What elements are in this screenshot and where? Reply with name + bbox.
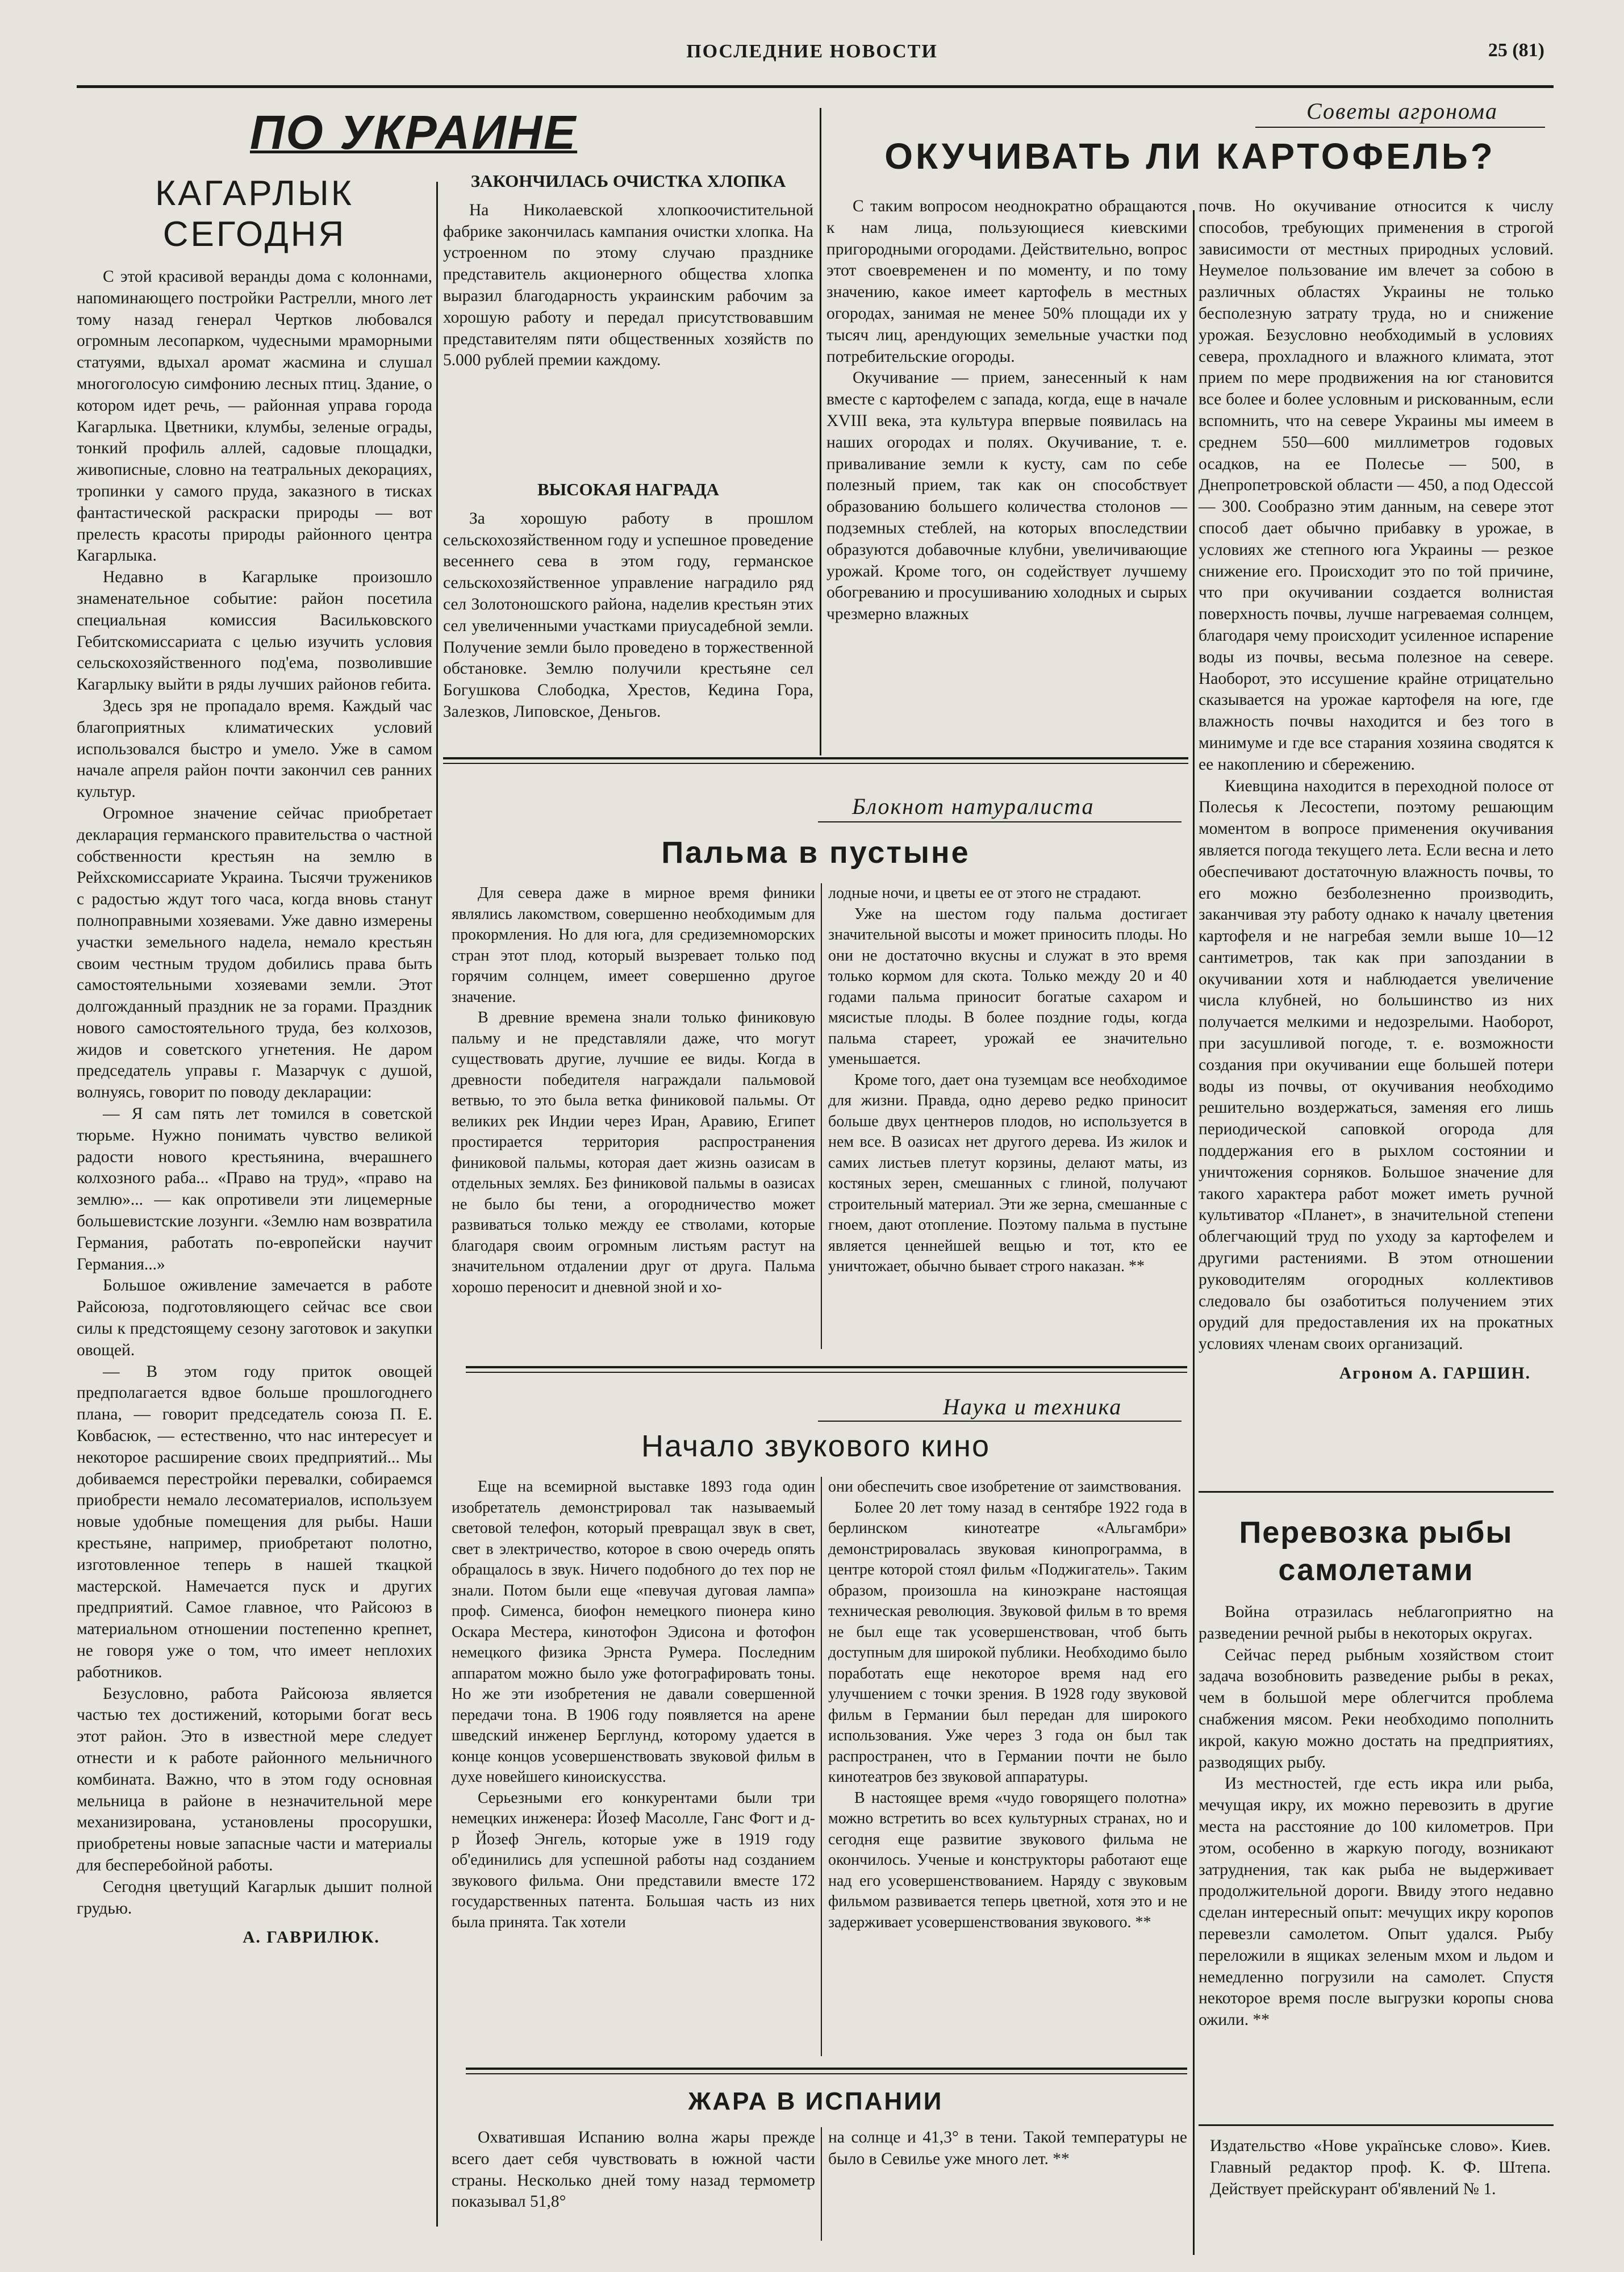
paragraph: — В этом году приток овощей предполагается вдвое больше прошлогоднего плана, — говорит председатель союза П. Е. Ковбасюк, — естественно, что нас интересует и некоторое расширение своих предприятий... Мы добиваемся перестройки перевалки, собираемся приобрести немало лесоматериалов, используем новые удобные помещения для рыбы. Наши крестьяне, например, приобретают полотно, изготовленное теперь в нашей ткацкой мастерской. Намечается пуск и других предприятий. Самое главное, что Райсоюз в материальном отношении постепенно крепнет, не говоря уже о том, что имеет неплохих работников. (77, 1362, 432, 1681)
imprint-rule (1199, 2124, 1554, 2126)
paragraph: Война отразилась неблагоприятно на разведении речной рыбы в некоторых округах. (1199, 1603, 1554, 1643)
column-rule-2 (820, 108, 821, 755)
article-cotton (443, 170, 813, 371)
paragraph: Еще на всемирной выставке 1893 года один изобретатель демонстрировал так называемый световой телефон, который превращал звук в свет, свет в электричество, которое в свою очередь опять обращалось в звук. Ничего подобного до тех пор не знали. Потом были еще «певучая дуговая лампа» проф. Сименса, биофон немецкого пионера кино Оскара Местера, кинотофон Эдисона и фотофон немецкого физика Эрнста Румера. Последним аппаратом можно было уже фотографировать тоны. Но же эти изобретения не давали совершенной передачи тона. В 1906 году появляется на арене шведский инженер Берглунд, которому удается в конце концов усовершенствовать звуковой фильм в духе новейшего киноискусства. (452, 1478, 815, 1786)
article-title: ВЫСОКАЯ НАГРАДА (537, 479, 719, 499)
article-potato-col1 (826, 196, 1187, 625)
section-rule (466, 1366, 1187, 1368)
paragraph: лодные ночи, и цветы ее от этого не страдают. (828, 884, 1142, 902)
article-title-potato: ОКУЧИВАТЬ ЛИ КАРТОФЕЛЬ? (884, 136, 1496, 177)
article-potato-col2 (1199, 196, 1554, 1385)
paragraph: Для севера даже в мирное время финики являлись лакомством, совершенно необходимым для прокормления. Но для юга, для средиземноморских стран этот плод, который вызревает только под горячим солнцем, имеет совершенно другое значение. (452, 884, 815, 1006)
paragraph: За хорошую работу в прошлом сельскохозяйственном году и успешное проведение весеннего сева в этом году, германское сельскохозяйственное управление наградило ряд сел Золотоношского района, наделив крестьян этих сел увеличенными участками приусадебной земли. Получение земли было проведено в торжественной обстановке. Землю получили крестьяне сел Богушкова Слободка, Хрестов, Кедина Гора, Залезков, Липовское, Деньгов. (443, 509, 813, 721)
rubric-underline (818, 1421, 1182, 1422)
rubric-underline (1255, 127, 1545, 128)
column-rule-3 (1193, 210, 1195, 2255)
paragraph: В настоящее время «чудо говорящего полотна» можно встретить во всех культурных странах, но и сегодня еще развитие звукового фильма не окончилось. Ученые и конструкторы работают еще над его усовершенствованием. Наряду с звуковым фильмом развивается теперь цветной, хотя это и не задерживает усовершенствования звукового. ** (828, 1789, 1187, 1931)
article-title-cinema: Начало звукового кино (641, 1429, 990, 1463)
paragraph: Из местностей, где есть икра или рыба, мечущая икру, их можно перевозить в другие места на расстояние до 100 километров. При этом, особенно в жаркую погоду, возникают затруднения, так как рыба не выдерживает продолжительной дороги. Ввиду этого недавно сделан интересный опыт: мечущих икру коропов перевезли самолетом. Опыт удался. Рыбу переложили в ящиках зеленым мхом и льдом и немедленно погрузили на самолет. Спустя некоторое время после выгрузки коропы снова ожили. ** (1199, 1774, 1554, 2029)
rubric-underline (818, 821, 1182, 822)
column-rule-1 (436, 182, 438, 2227)
paragraph: Безусловно, работа Райсоюза является частью тех достижений, которыми богат весь этот район. Это в известной мере следует отнести и к работе районного мельничного комбината. Важно, что в этом году основная мельница в районе в незначительной мере механизирована, установлены просорушки, приобретены новые запасные части и материалы для бесперебойной работы. (77, 1684, 432, 1874)
column-rule-cinema (821, 1477, 822, 2056)
section-rule (466, 1372, 1187, 1373)
article-palm-col2 (828, 883, 1187, 1277)
article-award (443, 479, 813, 723)
section-rule (1199, 1491, 1554, 1493)
article-title-fish: Перевозка рыбы самолетами (1239, 1515, 1513, 1587)
section-rule (443, 757, 1188, 759)
paragraph: В древние времена знали только финиковую пальму и не представляли даже, что могут существовать другие, лучшие ее виды. Когда в древности победителя награждали пальмовой ветвью, то это была ветка финиковой пальмы. От великих рек Индии через Иран, Аравию, Египет простирается территория распространения финиковой пальмы, которая дает жизнь оазисам в отдельных землях. Без финиковой пальмы в оазисах не было бы тени, а огородничество может развиваться только между ее стволами, которые благодаря своим огромным листьям растут на значительном отдалении друг от друга. Пальма хорошо переносит и дневной зной и хо- (452, 1009, 815, 1296)
article-kagarlyk (77, 173, 432, 1949)
paragraph: Более 20 лет тому назад в сентябре 1922 года в берлинском кинотеатре «Альгамбри» демонстрировалась звуковая кинопрограмма, в центре которой стоял фильм «Поджигатель». Таким образом, произошла на киноэкране настоящая техническая революция. Звуковой фильм в то время не был еще так усовершенствован, чтоб быть доступным для широкой публики. Необходимо было поработать еще некоторое время над его улучшением с точки зрения. В 1928 году звуковой фильм в Германии был передан для широкого использования. Уже через 3 года он был так распространен, что в Германии почти не было кинотеатров без звуковой аппаратуры. (828, 1498, 1187, 1786)
article-title: ЗАКОНЧИЛАСЬ ОЧИСТКА ХЛОПКА (470, 171, 786, 191)
paragraph: Сегодня цветущий Кагарлык дышит полной грудью. (77, 1877, 432, 1918)
article-palm-col1 (452, 883, 815, 1298)
masthead-rule (77, 85, 1554, 88)
section-title-ukraine: ПО УКРАИНЕ (250, 106, 578, 159)
paragraph: На Николаевской хлопкоочистительной фабрике закончилась кампания очистки хлопка. На устроенном по этому случаю празднике представитель акционерного общества хлопка выразил благодарность украинским рабочим за хорошую работу и передал присутствовавшим представителям пяти общественных хозяйств по 5.000 рублей премии каждому. (443, 201, 813, 370)
paragraph: они обеспечить свое изобретение от заимствования. (828, 1478, 1182, 1496)
paragraph: Здесь зря не пропадало время. Каждый час благоприятных климатических условий использовался быстро и умело. Уже в самом начале апреля район почти закончил сев ранних культур. (77, 696, 432, 801)
section-rule (466, 2068, 1187, 2070)
paragraph: С таким вопросом неоднократно обращаются к нам лица, пользующиеся киевскими пригородными огородами. Действительно, вопрос этот своевременен и по моменту, и по тому значению, какое имеет картофель в местных огородах, занимая не менее 50% площади их у тысяч лиц, арендующих земельные участки под потребительские огороды. (826, 197, 1187, 366)
article-title: КАГАРЛЫК СЕГОДНЯ (155, 174, 354, 254)
article-fish (1199, 1602, 1554, 2031)
paragraph: на солнце и 41,3° в тени. Такой температуры не было в Севилье уже много лет. ** (828, 2128, 1187, 2168)
page-number: 25 (81) (1488, 40, 1544, 61)
signature: Агроном А. ГАРШИН. (1339, 1364, 1531, 1383)
article-title-palm: Пальма в пустыне (661, 836, 970, 870)
paragraph: почв. Но окучивание относится к числу способов, требующих применения в строгой зависимости от местных природных условий. Неумелое пользование им влечет за собою в различных областях Украины не только бесполезную затрату труда, но и снижение урожая. Безусловно необходимый в условиях севера, прохладного и влажного климата, этот прием по мере продвижения на юг становится все более и более условным и рискованным, если вспомнить, что на севере Украины мы имеем в среднем 550—600 миллиметров годовых осадков, на ее Полесье — 500, в Днепропетровской области — 450, а под Одессой — 300. Сообразно этим данным, на севере этот способ дает обычно прибавку в урожае, в условиях же степного юга Украины — резкое снижение его. Происходит это по той причине, что при окучивании создается волнистая поверхность почвы, лучше нагреваемая солнцем, благодаря чему происходит усиленное испарение воды из почвы, весьма полезное на севере. Наоборот, это иссушение крайне отрицательно сказывается на урожае картофеля на юге, где влажность почвы находится и без того в минимуме и где все старания хозяина сводятся к ее накоплению и сбережению. (1199, 197, 1554, 774)
article-cinema-col1 (452, 1477, 815, 1933)
column-rule-heat (821, 2127, 822, 2241)
paragraph: Киевщина находится в переходной полосе от Полесья к Лесостепи, поэтому решающим моментом в вопросе применения окучивания является погода текущего лета. Если весна и лето обеспечивают достаточную влажность почвы, то его можно безболезненно производить, заканчивая эту работу однако к началу цветения картофеля и не нагребая земли выше 10—12 сантиметров, так как при запоздании в окучивании хотя и наблюдается увеличение числа клубней, но большинство из них получается мелкими и недозрелыми. Наоборот, при засушливой погоде, т. е. возможности создания при окучивании еще большей потери воды из почвы, от окучивания необходимо решительно воздержаться, заменяя его лишь периодической саповкой огорода для поддержания его в рыхлом состоянии и уничтожения сорняков. Большое значение для такого характера работ может иметь ручной культиватор «Планет», в значительной степени облегчающий труд по уходу за картофелем и другими растениями. В этом отношении руководителям огородных коллективов следовало бы озаботиться получением этих орудий для предоставления их на прокатных условиях членам своих организаций. (1199, 776, 1554, 1354)
paragraph: С этой красивой веранды дома с колоннами, напоминающего постройки Растрелли, много лет тому назад генерал Чертков любовался огромным лесопарком, чудесными мраморными статуями, вдыхал аромат жасмина и слушал многоголосую симфонию лесных птиц. Здание, о котором идет речь, — районная управа города Кагарлыка. Цветники, клумбы, зеленые ограды, тонкий профиль аллей, садовые площадки, живописные, словно на театральных декорациях, тропинки у самого пруда, заказного в тисках фантастической раскраски природы — вот прелесть красоты природы районного центра Кагарлыка. (77, 268, 432, 565)
paragraph: Большое оживление замечается в работе Райсоюза, подготовляющего сейчас все свои силы к предстоящему сезону заготовок и закупки овощей. (77, 1276, 432, 1359)
paragraph: Кроме того, дает она туземцам все необходимое для жизни. Правда, одно дерево редко приносит больше двух центнеров плодов, но используется в нем все. В оазисах нет другого дерева. Из жилок и самих листьев плетут корзины, делают маты, из костяных зерен, смешанных с глиной, получают строительный материал. Эти же зерна, смешанные с гноем, дают отопление. Поэтому пальма в пустыне является ценнейшей вещью и тот, кто ее уничтожает, обычно бывает строго наказан. ** (828, 1071, 1187, 1275)
signature: А. ГАВРИЛЮК. (243, 1928, 380, 1947)
article-heat-col2 (828, 2127, 1187, 2170)
rubric-science: Наука и техника (943, 1394, 1122, 1419)
imprint-text: Издательство «Нове українське слово». Киев. Главный редактор проф. К. Ф. Штепа. Действует прейскурант об'явлений № 1. (1210, 2137, 1551, 2198)
column-rule-palm (821, 883, 822, 1349)
paragraph: Недавно в Кагарлыке произошло знаменательное событие: район посетила специальная комиссия Васильковского Гебитскомиссариата с целью изучить условия сельскохозяйственного под'ема, позволившие Кагарлыку выйти в ряды лучших районов гебита. (77, 568, 432, 694)
paragraph: Охватившая Испанию волна жары прежде всего дает себя чувствовать в южной части страны. Несколько дней тому назад термометр показывал 51,8° (452, 2128, 815, 2211)
paragraph: Серьезными его конкурентами были три немецких инженера: Йозеф Масолле, Ганс Фогт и д-р Йозеф Энгель, которые уже в 1919 году об'единились для успешной работы над созданием звукового фильма. Они представили вместе 172 государственных патента. Большая часть из них была принята. Так хотели (452, 1789, 815, 1931)
paragraph: — Я сам пять лет томился в советской тюрьме. Нужно понимать чувство великой радости нового крестьянина, вчерашнего колхозного раба... «Право на труд», «право на землю»... — как опротивели эти лицемерные большевистские лозунги. «Землю нам возвратила Германия, работать по-европейски научит Германия...» (77, 1105, 432, 1273)
article-title-heat: ЖАРА В ИСПАНИИ (688, 2087, 943, 2115)
masthead: ПОСЛЕДНИЕ НОВОСТИ (686, 41, 938, 62)
article-cinema-col2 (828, 1477, 1187, 1933)
paragraph: Окучивание — прием, занесенный к нам вместе с картофелем с запада, когда, еще в начале XVIII века, эта культура впервые появилась на наших огородах и полях. Окучивание, т. е. приваливание земли к кусту, сам по себе полезный прием, так как он способствует образованию большего количества столонов — подземных стеблей, на которых впоследствии образуются добавочные клубни, увеличивающие урожай. Кроме того, он содействует лучшему обогреванию и просушиванию холодных и сырых чрезмерно влажных (826, 369, 1187, 624)
paragraph: Уже на шестом году пальма достигает значительной высоты и может приносить плоды. Но они не достаточно вкусны и служат в это время только кормом для скота. Только между 20 и 40 годами пальма приносит богатые сахаром и мясистые плоды. В более поздние годы, когда пальма стареет, урожай ее значительно уменьшается. (828, 905, 1187, 1068)
section-rule (443, 763, 1188, 764)
article-heat-col1 (452, 2127, 815, 2213)
rubric-naturalist: Блокнот натуралиста (852, 793, 1095, 819)
paragraph: Сейчас перед рыбным хозяйством стоит задача возобновить разведение рыбы в реках, чем в большой мере облегчится проблема снабжения мясом. Реки необходимо пополнить икрой, какую можно достать на предприятиях, разводящих рыбу. (1199, 1645, 1554, 1772)
imprint (1210, 2136, 1551, 2200)
paragraph: Огромное значение сейчас приобретает декларация германского правительства о частной собственности крестьян на землю в Рейхскомиссариате Украина. Тысячи тружеников с радостью ждут того часа, когда вновь станут полноправными хозяевами. Уже давно измерены участки земельного надела, немало крестьян своим честным трудом добились права быть самостоятельными хозяевами земли. Этот долгожданный праздник не за горами. Праздник нового самостоятельного труда, без колхозов, жидов и советского угнетения. Не даром председатель управы г. Мазарчук с душой, волнуясь, говорит по поводу декларации: (77, 804, 432, 1102)
rubric-agronomist: Советы агронома (1306, 98, 1498, 124)
section-rule (466, 2073, 1187, 2074)
